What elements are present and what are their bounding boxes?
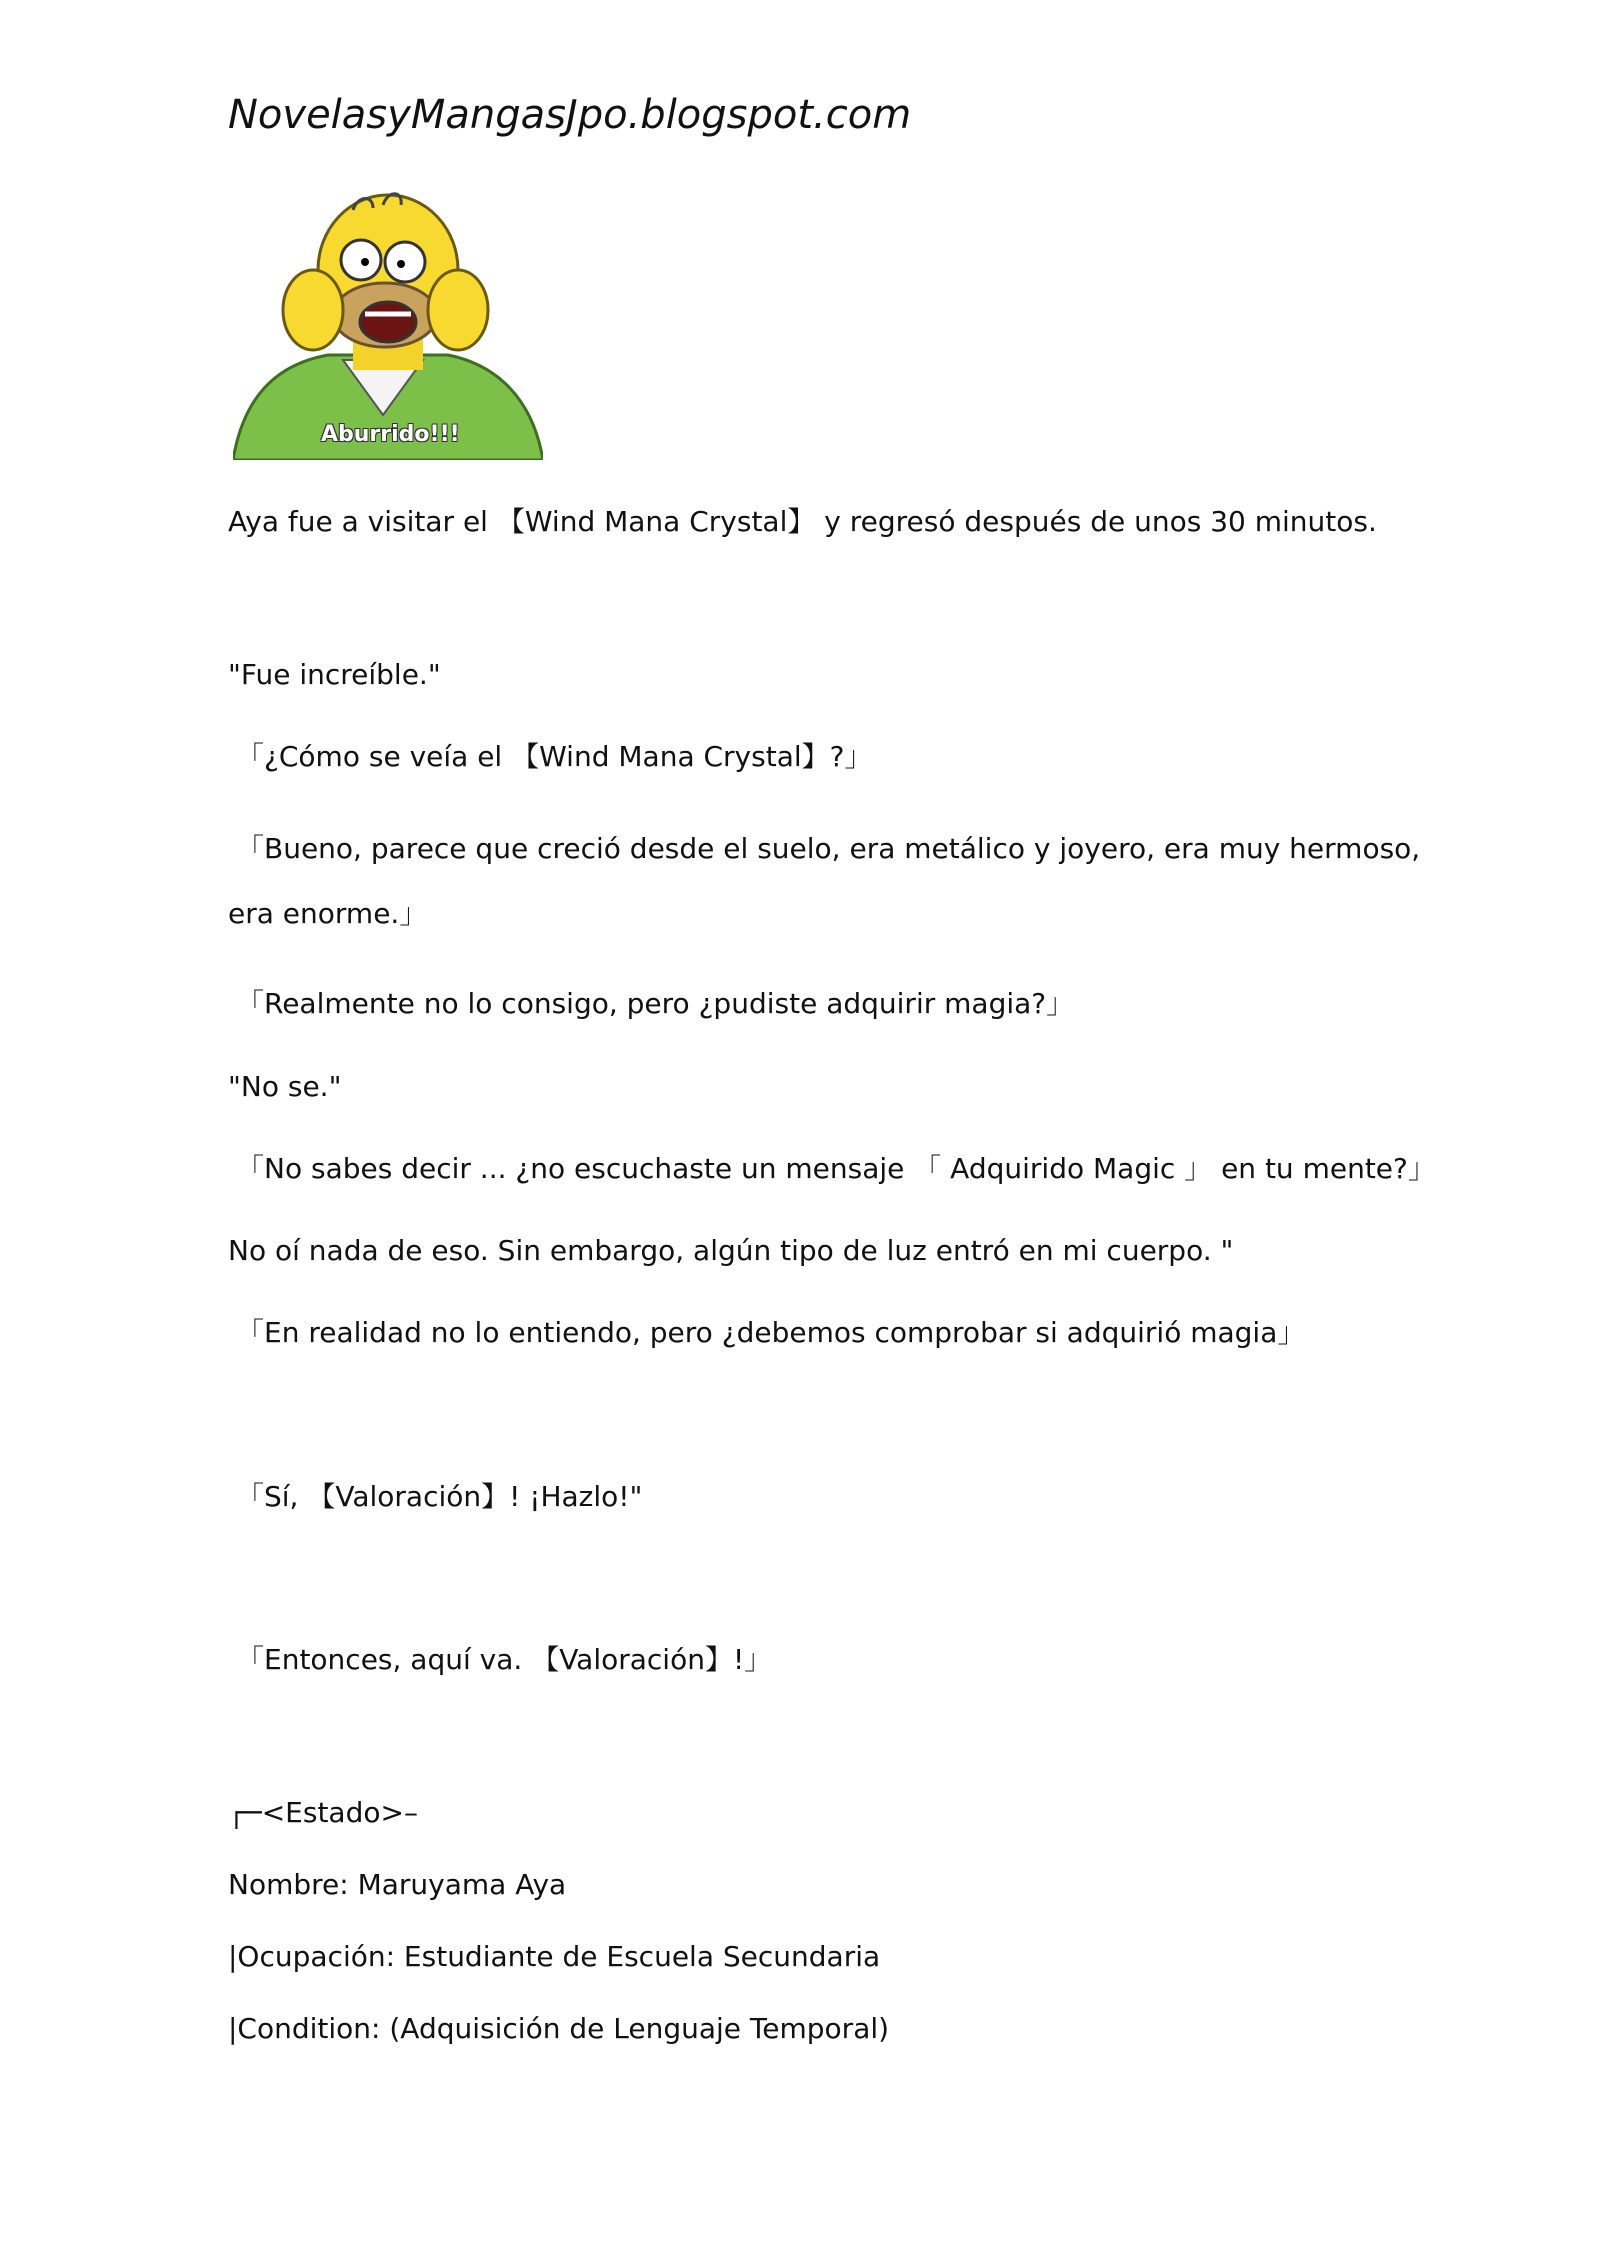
status-occupation: |Ocupación: Estudiante de Escuela Secundaria bbox=[228, 1940, 881, 1973]
status-condition: |Condition: (Adquisición de Lenguaje Temporal) bbox=[228, 2012, 890, 2045]
paragraph: 「Realmente no lo consigo, pero ¿pudiste adquirir magia?」 bbox=[236, 987, 1075, 1020]
paragraph: 「Bueno, parece que creció desde el suelo, era metálico y joyero, era muy hermoso, bbox=[236, 832, 1421, 865]
paragraph: No oí nada de eso. Sin embargo, algún tipo de luz entró en mi cuerpo. " bbox=[228, 1234, 1234, 1267]
paragraph: 「No sabes decir ... ¿no escuchaste un mensaje 「 Adquirido Magic 」 en tu mente?」 bbox=[236, 1152, 1436, 1185]
paragraph: "No se." bbox=[228, 1070, 342, 1103]
site-title: NovelasyMangasJpo.blogspot.com bbox=[228, 92, 912, 138]
status-name: Nombre: Maruyama Aya bbox=[228, 1868, 567, 1901]
paragraph: Aya fue a visitar el 【Wind Mana Crystal】 y regresó después de unos 30 minutos. bbox=[228, 505, 1377, 538]
paragraph: 「¿Cómo se veía el 【Wind Mana Crystal】?」 bbox=[236, 740, 873, 773]
status-header: ┌─<Estado>– bbox=[228, 1796, 418, 1829]
paragraph: era enorme.」 bbox=[228, 897, 428, 930]
meme-image bbox=[233, 190, 543, 460]
paragraph: 「En realidad no lo entiendo, pero ¿debemos comprobar si adquirió magia」 bbox=[236, 1316, 1306, 1349]
paragraph: "Fue increíble." bbox=[228, 658, 441, 691]
meme-caption: Aburrido!!! bbox=[321, 422, 460, 447]
paragraph: 「Sí, 【Valoración】! ¡Hazlo!" bbox=[236, 1480, 643, 1513]
cartoon-illustration bbox=[233, 190, 543, 460]
paragraph: 「Entonces, aquí va. 【Valoración】!」 bbox=[236, 1643, 773, 1676]
